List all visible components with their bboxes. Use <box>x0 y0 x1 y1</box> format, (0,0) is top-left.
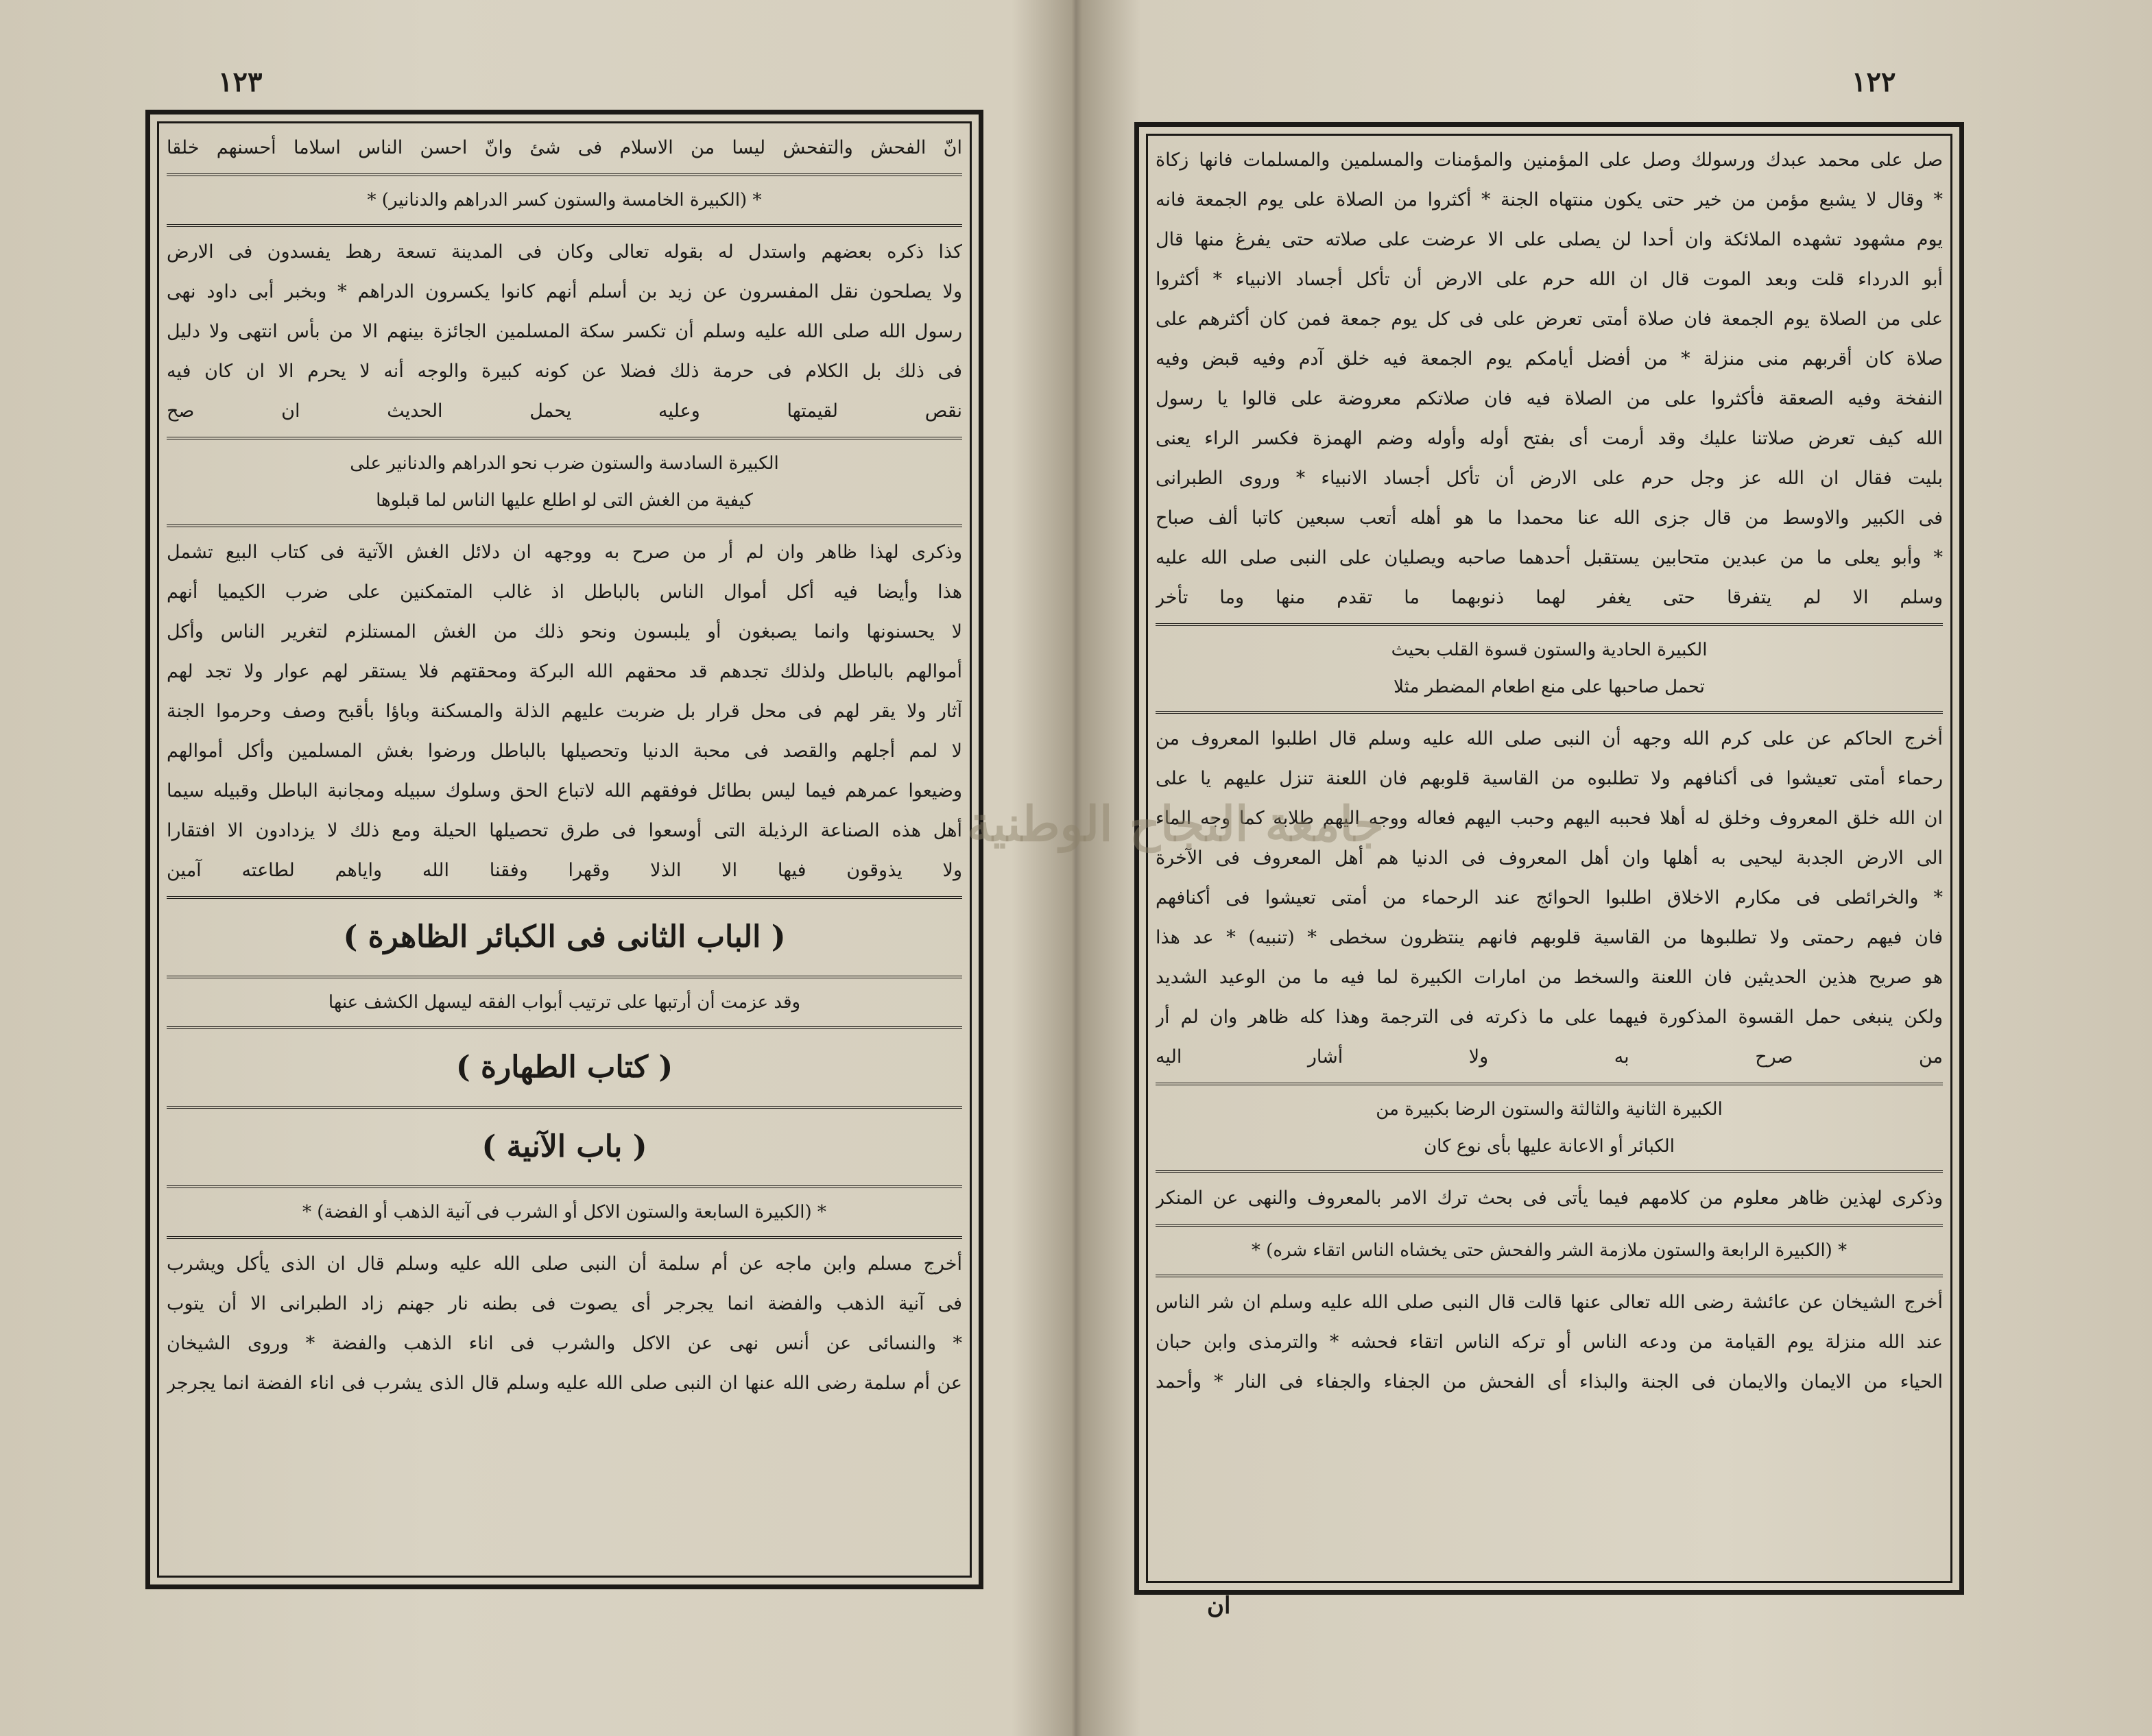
text-line: الحياء من الايمان والايمان فى الجنة والبذاء أى الفحش من الجفاء والجفاء فى النار * وأحمد <box>1156 1371 1943 1393</box>
text-line: فى الكبير والاوسط من قال جزى الله عنا محمدا ما هو أهله أتعب سبعين كاتبا ألف صباح <box>1156 507 1943 529</box>
text-line: يوم مشهود تشهده الملائكة وان أحدا لن يصلى على الا عرضت على صلاته حتى يفرغ منها قال <box>1156 229 1943 250</box>
text-line: صل على محمد عبدك ورسولك وصل على المؤمنين والمؤمنات والمسلمين والمسلمات فانها زكاة <box>1156 149 1943 171</box>
text-line: هذا وأيضا فيه أكل أموال الناس بالباطل اذ غالب المتمكنين على ضرب الكيميا أنهم <box>167 581 962 603</box>
text-line: وذكرى لهذين ظاهر معلوم من كلامهم فيما يأتى فى بحث ترك الامر بالمعروف والنهى عن المنكر <box>1156 1188 1943 1209</box>
text-line: فى آنية الذهب والفضة انما يجرجر أى يصوت فى بطنه نار جهنم زاد الطبرانى الا أن يتوب <box>167 1293 962 1314</box>
text-line: النفخة وفيه الصعقة فأكثروا على من الصلاة فيه فان صلاتكم معروضة على قالوا يا رسول <box>1156 388 1943 409</box>
right-page-text <box>1156 141 1943 1576</box>
section-heading: الكبيرة الثانية والثالثة والستون الرضا بكبيرة من <box>1376 1099 1723 1120</box>
text-line: عند الله منزلة يوم القيامة من ودعه الناس أو تركه الناس اتقاء فحشه * والترمذى وابن حبان <box>1156 1331 1943 1353</box>
text-line: الى الارض الجدبة ليحيى به أهلها وان أهل المعروف فى الدنيا هم أهل المعروف فى الآخرة <box>1156 847 1943 869</box>
divider-rule <box>167 525 962 527</box>
chapter-heading: ( الباب الثانى فى الكبائر الظاهرة ) <box>343 919 786 954</box>
section-heading: وقد عزمت أن أرتبها على ترتيب أبواب الفقه ليسهل الكشف عنها <box>328 992 801 1013</box>
text-line: رحماء أمتى تعيشوا فى أكنافهم ولا تطلبوه من القاسية قلوبهم فان اللعنة تنزل عليهم يا على <box>1156 768 1943 789</box>
divider-rule <box>167 1185 962 1188</box>
text-line: أموالهم بالباطل ولذلك تجدهم قد محقهم الله البركة ومحقتهم فلا يستقر لهم عوار ولا تجد لهم <box>167 661 962 682</box>
text-line: وضيعوا عمرهم فيما ليس بطائل فوفقهم الله لاتباع الحق وسلوك سبيله ومجانبة الباطل وقبيله سيما <box>167 780 962 801</box>
text-line: ان الله خلق المعروف وخلق له أهلا فحببه اليهم وحبب اليهم فعاله ووجه اليهم طلابه كما وجه الماء <box>1156 808 1943 829</box>
text-line: رسول الله صلى الله عليه وسلم أن تكسر سكة المسلمين الجائزة بينهم الا من بأس انتهى ولا دليل <box>167 321 962 342</box>
divider-rule <box>167 173 962 176</box>
text-line: * وقال لا يشبع مؤمن من خير حتى يكون منتهاه الجنة * أكثروا من الصلاة على يوم الجمعة فانه <box>1156 189 1943 210</box>
text-line: بليت فقال ان الله عز وجل حرم على الارض أن تأكل أجساد الانبياء * وروى الطبرانى <box>1156 468 1943 489</box>
text-line: * وأبو يعلى ما من عبدين متحابين يستقبل أحدهما صاحبه ويصليان على النبى صلى الله عليه <box>1156 547 1943 568</box>
text-line: على من الصلاة يوم الجمعة فان صلاة أمتى تعرض على فى كل يوم جمعة فمن كان أكثرهم على <box>1156 309 1943 330</box>
text-line: ولكن ينبغى حمل القسوة المذكورة فيهما على ما ذكرته فى الترجمة وهذا كله ظاهر وان لم أر <box>1156 1006 1943 1028</box>
left-page-frame <box>145 110 983 1589</box>
text-line: الله كيف تعرض صلاتنا عليك وقد أرمت أى بفتح أوله وأوله وضم الهمزة فكسر الراء يعنى <box>1156 428 1943 449</box>
text-line: لا يحسنونها وانما يصبغون أو يلبسون ونحو ذلك من الغش المستلزم لتغرير الناس وأكل <box>167 621 962 642</box>
divider-rule <box>1156 711 1943 714</box>
divider-rule <box>1156 1275 1943 1277</box>
text-line: أخرج الحاكم عن على كرم الله وجهه أن النبى صلى الله عليه وسلم قال اطلبوا المعروف من <box>1156 728 1943 749</box>
text-line: فى ذلك بل الكلام فى حرمة ذلك فضلا عن كونه كبيرة والوجه أنه لا يحرم الا ان كان فيه <box>167 361 962 382</box>
text-line: كذا ذكره بعضهم واستدل له بقوله تعالى وكان فى المدينة تسعة رهط يفسدون فى الارض <box>167 241 962 263</box>
chapter-heading: ( كتاب الطهارة ) <box>455 1050 673 1085</box>
text-line: من صرح به ولا أشار اليه <box>1156 1046 1943 1068</box>
section-heading: * (الكبيرة الخامسة والستون كسر الدراهم والدنانير) * <box>367 190 762 210</box>
text-line: عن أم سلمة رضى الله عنها ان النبى صلى الله عليه وسلم قال الذى يشرب فى اناء الفضة انما يجرجر <box>167 1373 962 1394</box>
divider-rule <box>1156 1083 1943 1085</box>
catchword: ان <box>1207 1592 1231 1619</box>
section-heading: الكبائر أو الاعانة عليها بأى نوع كان <box>1424 1136 1675 1157</box>
text-line: أخرج مسلم وابن ماجه عن أم سلمة أن النبى صلى الله عليه وسلم قال ان الذى يأكل ويشرب <box>167 1253 962 1275</box>
section-heading: الكبيرة الحادية والستون قسوة القلب بحيث <box>1391 640 1708 660</box>
text-line: نقص لقيمتها وعليه يحمل الحديث ان صح <box>167 400 962 422</box>
right-page-number: ١٢٢ <box>1852 66 1896 98</box>
text-line: أبو الدرداء قلت وبعد الموت قال ان الله حرم على الارض أن تأكل أجساد الانبياء * أكثروا <box>1156 269 1943 290</box>
divider-rule <box>1156 1170 1943 1173</box>
text-line: هو صريح هذين الحديثين فان اللعنة والسخط من امارات الكبيرة لما فيه ما من الوعيد الشديد <box>1156 967 1943 988</box>
divider-rule <box>167 896 962 899</box>
section-heading: * (الكبيرة السابعة والستون الاكل أو الشرب فى آنية الذهب أو الفضة) * <box>302 1202 826 1222</box>
divider-rule <box>167 1236 962 1239</box>
section-heading: تحمل صاحبها على منع اطعام المضطر مثلا <box>1394 677 1705 697</box>
section-heading: الكبيرة السادسة والستون ضرب نحو الدراهم والدنانير على <box>350 453 779 474</box>
text-line: انّ الفحش والتفحش ليسا من الاسلام فى شئ وانّ احسن الناس اسلاما أحسنهم خلقا <box>167 137 962 158</box>
divider-rule <box>167 1026 962 1029</box>
section-heading: * (الكبيرة الرابعة والستون ملازمة الشر والفحش حتى يخشاه الناس اتقاء شره) * <box>1251 1240 1848 1261</box>
text-line: ولا يصلحون نقل المفسرون عن زيد بن أسلم أنهم كانوا يكسرون الدراهم * وبخبر أبى داود نهى <box>167 281 962 302</box>
text-line: آثار ولا يقر لهم فى محل قرار بل ضربت عليهم الذلة والمسكنة وباؤا بأقبح وصف وحرموا الجنة <box>167 701 962 722</box>
divider-rule <box>1156 623 1943 626</box>
section-heading: كيفية من الغش التى لو اطلع عليها الناس لما قبلوها <box>376 490 753 511</box>
right-page-frame <box>1134 122 1964 1595</box>
divider-rule <box>167 976 962 978</box>
text-line: أهل هذه الصناعة الرذيلة التى أوسعوا فى طرق تحصيلها الحيلة ومع ذلك لا يزدادون الا افتقارا <box>167 820 962 841</box>
library-watermark: جامعة النجاح الوطنية <box>967 795 1385 852</box>
text-line: وذكرى لهذا ظاهر وان لم أر من صرح به ووجهه ان دلائل الغش الآتية فى كتاب البيع تشمل <box>167 542 962 563</box>
text-line: صلاة كان أقربهم منى منزلة * من أفضل أيامكم يوم الجمعة فيه خلق آدم وفيه قبض وفيه <box>1156 348 1943 370</box>
text-line: * والنسائى عن أنس نهى عن الاكل والشرب فى اناء الذهب والفضة * وروى الشيخان <box>167 1333 962 1354</box>
text-line: * والخرائطى فى مكارم الاخلاق اطلبوا الحوائج عند الرحماء من أمتى تعيشوا فى أكنافهم <box>1156 887 1943 908</box>
text-line: أخرج الشيخان عن عائشة رضى الله تعالى عنها قالت قال النبى صلى الله عليه وسلم ان شر الناس <box>1156 1292 1943 1313</box>
left-page-text <box>167 128 962 1571</box>
left-page-number: ١٢٣ <box>218 66 263 98</box>
divider-rule <box>167 1106 962 1109</box>
divider-rule <box>167 437 962 439</box>
chapter-heading: ( باب الآنية ) <box>481 1129 647 1164</box>
text-line: لا لمم أجلهم والقصد فى محبة الدنيا وتحصيلها بالباطل ورضوا بغش المسلمين وأكل أموالهم <box>167 740 962 762</box>
divider-rule <box>167 224 962 227</box>
text-line: وسلم الا لم يتفرقا حتى يغفر لهما ذنوبهما ما تقدم منها وما تأخر <box>1156 587 1943 608</box>
text-line: ولا يذوقون فيها الا الذلا وقهرا وفقنا الله واياهم لطاعته آمين <box>167 860 962 881</box>
text-line: فان فيهم رحمتى ولا تطلبوها من القاسية قلوبهم فانهم ينتظرون سخطى * (تنبيه) * عد هذا <box>1156 927 1943 948</box>
divider-rule <box>1156 1224 1943 1227</box>
